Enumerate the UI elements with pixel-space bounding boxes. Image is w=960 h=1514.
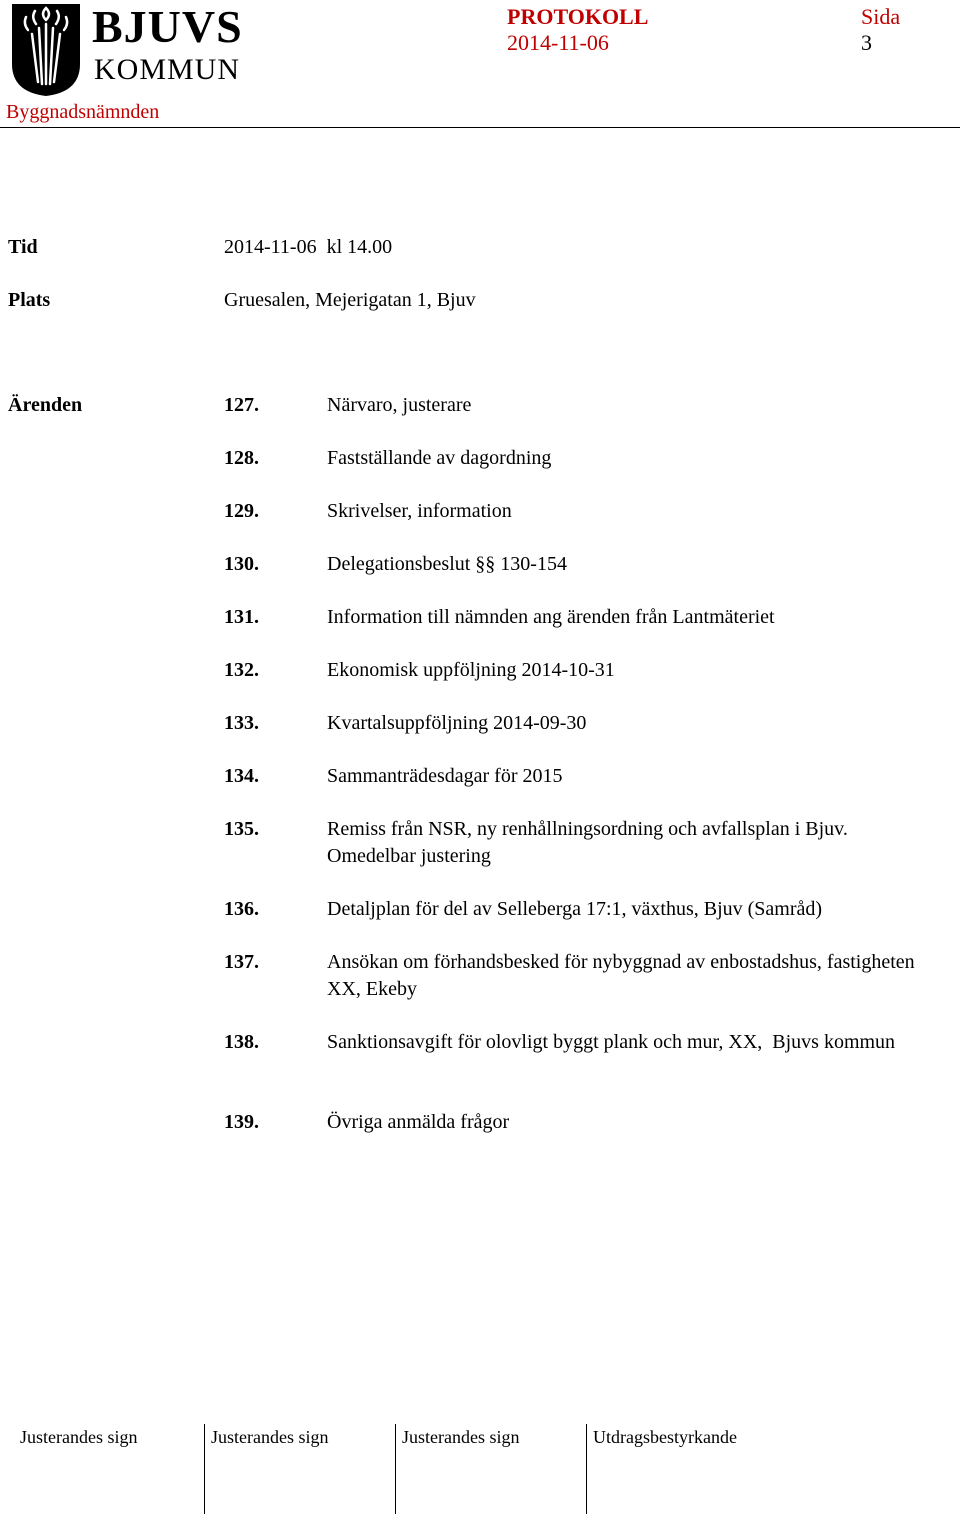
agenda-item-text: Sanktionsavgift för olovligt byggt plank och mur, XX, Bjuvs kommun — [327, 1031, 896, 1053]
agenda-item-text: Ansökan om förhandsbesked för nybyggnad av enbostadshus, fastigheten XX, Ekeby — [327, 951, 915, 1000]
agenda-item-number: 138. — [224, 1031, 259, 1053]
torch-emblem-icon — [6, 4, 86, 96]
agenda-item-number: 127. — [224, 394, 259, 416]
footer-divider — [586, 1424, 587, 1514]
logo-wordmark-bottom: KOMMUN — [94, 53, 241, 86]
agenda-item-text: Information till nämnden ang ärenden från Lantmäteriet — [327, 606, 775, 628]
agenda-item-text: Kvartalsuppföljning 2014-09-30 — [327, 712, 587, 734]
agenda-item-text: Ekonomisk uppföljning 2014-10-31 — [327, 659, 615, 681]
agenda-item-number: 133. — [224, 712, 259, 734]
signature-label-2: Justerandes sign — [211, 1427, 329, 1447]
agenda-item-number: 136. — [224, 898, 259, 920]
header-divider — [0, 127, 960, 128]
time-label: Tid — [8, 236, 38, 258]
agenda-item-number: 137. — [224, 951, 259, 973]
place-value: Gruesalen, Mejerigatan 1, Bjuv — [224, 289, 476, 311]
agenda-item-text: Fastställande av dagordning — [327, 447, 552, 469]
items-label: Ärenden — [8, 394, 83, 416]
footer-divider — [395, 1424, 396, 1514]
agenda-item-number: 134. — [224, 765, 259, 787]
agenda-item-text: Övriga anmälda frågor — [327, 1111, 510, 1133]
agenda-item-number: 130. — [224, 553, 259, 575]
agenda-item-text: Delegationsbeslut §§ 130-154 — [327, 553, 567, 575]
department-name: Byggnadsnämnden — [6, 101, 160, 123]
agenda-item-text: Närvaro, justerare — [327, 394, 472, 416]
agenda-item-text: Remiss från NSR, ny renhållningsordning och avfallsplan i Bjuv. Omedelbar justering — [327, 818, 848, 867]
certification-label: Utdragsbestyrkande — [593, 1427, 737, 1447]
document-type: PROTOKOLL — [507, 4, 649, 29]
agenda-item-number: 139. — [224, 1111, 259, 1133]
agenda-item-number: 135. — [224, 818, 259, 840]
page-number: 3 — [861, 30, 872, 55]
page-label: Sida — [861, 4, 901, 29]
logo-wordmark-top: BJUVS — [92, 1, 243, 52]
time-value: 2014-11-06 kl 14.00 — [224, 236, 393, 258]
agenda-item-number: 128. — [224, 447, 259, 469]
agenda-item-number: 132. — [224, 659, 259, 681]
signature-label-1: Justerandes sign — [20, 1427, 138, 1447]
footer-divider — [204, 1424, 205, 1514]
agenda-item-number: 129. — [224, 500, 259, 522]
agenda-item-text: Skrivelser, information — [327, 500, 512, 522]
agenda-item-text: Sammanträdesdagar för 2015 — [327, 765, 563, 787]
agenda-item-text: Detaljplan för del av Selleberga 17:1, växthus, Bjuv (Samråd) — [327, 898, 823, 920]
signature-label-3: Justerandes sign — [402, 1427, 520, 1447]
document-date: 2014-11-06 — [507, 30, 609, 55]
place-label: Plats — [8, 289, 51, 311]
agenda-item-number: 131. — [224, 606, 259, 628]
